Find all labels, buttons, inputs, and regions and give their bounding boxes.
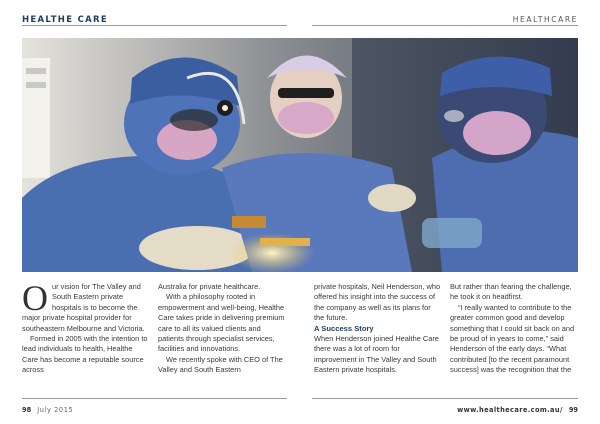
header-left	[22, 9, 287, 26]
paragraph: private hospitals, Neil Henderson, who offered his insight into the success of the company as well as its plans for the future.	[314, 282, 441, 323]
surgery-photo	[22, 38, 578, 272]
section-label: HEALTHCARE	[512, 15, 578, 24]
intro-paragraph	[22, 278, 150, 334]
page-number-right: 99	[568, 406, 578, 414]
paragraph: But rather than fearing the challenge, he took it on headfirst.	[450, 282, 572, 302]
header-right	[312, 9, 578, 26]
section-title: HEALTHE CARE	[22, 15, 108, 25]
issue-date: July 2015	[37, 406, 74, 414]
subheading: A Success Story	[314, 323, 374, 333]
article-column-3	[314, 282, 442, 376]
page-number-left: 98	[22, 406, 32, 414]
paragraph: Formed in 2005 with the intention to lead individuals to health, Healthe Care has become a reputable source across	[22, 334, 148, 375]
paragraph: When Henderson joined Healthe Care there was a lot of room for improvement in The Valley and South Eastern private hospitals.	[314, 334, 439, 375]
footer-right	[312, 398, 578, 415]
paragraph: “I really wanted to contribute to the greater common good and develop something that I could sit back on and be proud of in years to come,” said Henderson of the early days. “What contributed [to the recent paramount success] was the recognition that the	[450, 302, 575, 375]
surgery-illustration	[22, 38, 578, 272]
paragraph: Australia for private healthcare.	[158, 282, 261, 291]
website-url: www.healthecare.com.au/	[457, 406, 563, 414]
article-column-4	[450, 282, 578, 376]
article-column-1	[22, 278, 150, 376]
paragraph: We recently spoke with CEO of The Valley and South Eastern	[158, 354, 283, 375]
drop-cap: O	[22, 278, 48, 318]
article-column-2	[158, 282, 286, 376]
intro-text: ur vision for The Valley and South Eastern private hospitals is to become the major private hospital provider for southeastern Melbourne and Victoria.	[22, 282, 145, 333]
paragraph: With a philosophy rooted in empowerment and well-being, Healthe Care takes pride in delivering premium care to all its valued clients and patients through specialist services, facilities and innovations.	[158, 292, 285, 354]
footer-left	[22, 398, 287, 415]
